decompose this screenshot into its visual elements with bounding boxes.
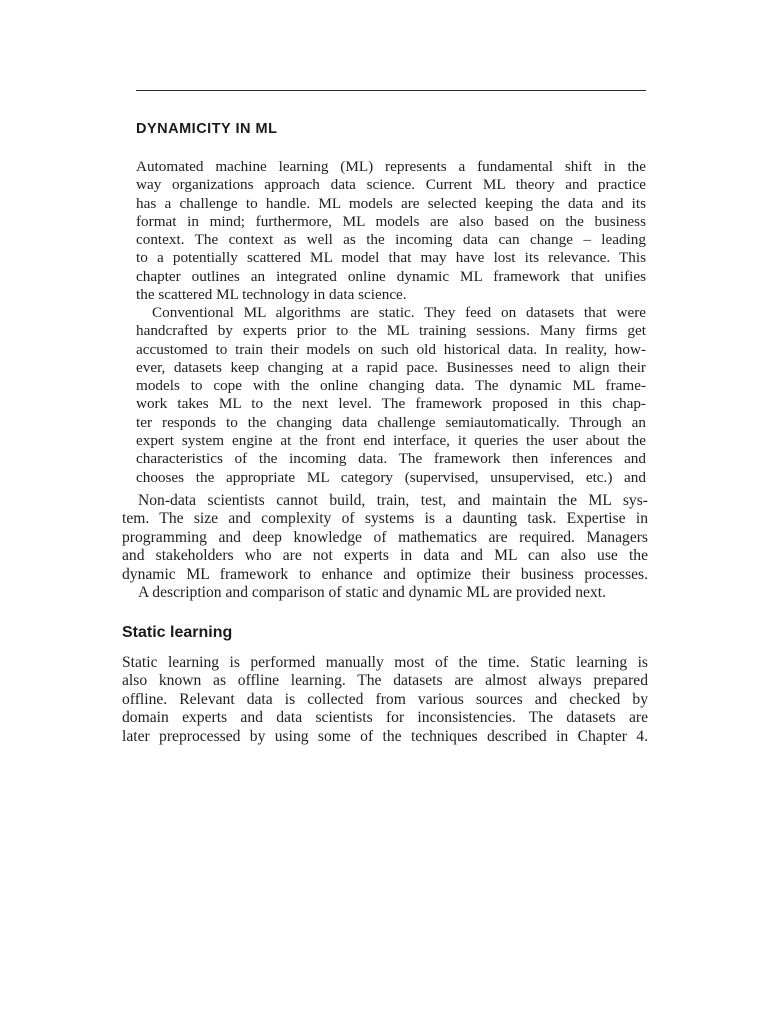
text-line: handcrafted by experts prior to the ML training sessions. Many firms get [136,322,646,340]
text-line: to a potentially scattered ML model that may have lost its relevance. This [136,249,646,267]
text-line: dynamic ML framework to enhance and optimize their business processes. [122,565,648,583]
text-line: also known as offline learning. The datasets are almost always prepared [122,672,648,690]
text-line: chapter outlines an integrated online dynamic ML framework that unifies [136,267,646,285]
text-line: Automated machine learning (ML) represents a fundamental shift in the [136,158,646,175]
text-line: later preprocessed by using some of the techniques described in Chapter 4. [122,727,648,745]
section-heading: Static learning [122,624,233,641]
text-line: A description and comparison of static and dynamic ML are provided next. [138,583,606,601]
text-line: format in mind; furthermore, ML models are also based on the business [136,212,646,230]
text-line: models to cope with the online changing data. The dynamic ML frame- [136,377,646,395]
text-line: Non-data scientists cannot build, train, test, and maintain the ML sys- [138,492,648,509]
text-line: ter responds to the changing data challenge semiautomatically. Through an [136,413,646,431]
text-line: domain experts and data scientists for inconsistencies. The datasets are [122,709,648,727]
text-line: work takes ML to the next level. The framework proposed in this chap- [136,395,646,413]
header-rule [136,90,646,91]
text-line: the scattered ML technology in data science. [136,286,407,304]
text-line: way organizations approach data science. Current ML theory and practice [136,176,646,194]
text-line: Static learning is performed manually most of the time. Static learning is [122,654,648,671]
text-line: and stakeholders who are not experts in data and ML can also use the [122,547,648,565]
text-line: expert system engine at the front end interface, it queries the user about the [136,432,646,450]
text-line: tem. The size and complexity of systems is a daunting task. Expertise in [122,510,648,528]
text-line: programming and deep knowledge of mathematics are required. Managers [122,528,648,546]
text-line: accustomed to train their models on such old historical data. In reality, how- [136,340,646,358]
text-line: offline. Relevant data is collected from various sources and checked by [122,690,648,708]
text-line: ever, datasets keep changing at a rapid pace. Businesses need to align their [136,358,646,376]
text-line: chooses the appropriate ML category (supervised, unsupervised, etc.) and [136,468,646,486]
paragraph-non-data-scientists [122,492,648,602]
chapter-heading: DYNAMICITY IN ML [136,121,278,137]
text-line: context. The context as well as the incoming data can change – leading [136,231,646,249]
text-line: has a challenge to handle. ML models are selected keeping the data and its [136,194,646,212]
text-line: characteristics of the incoming data. The framework then inferences and [136,450,646,468]
text-line: Conventional ML algorithms are static. They feed on datasets that were [152,304,646,321]
paragraph-static-learning [122,654,648,746]
paragraph-automated-ml [136,158,646,304]
paragraph-conventional-ml [136,304,646,487]
